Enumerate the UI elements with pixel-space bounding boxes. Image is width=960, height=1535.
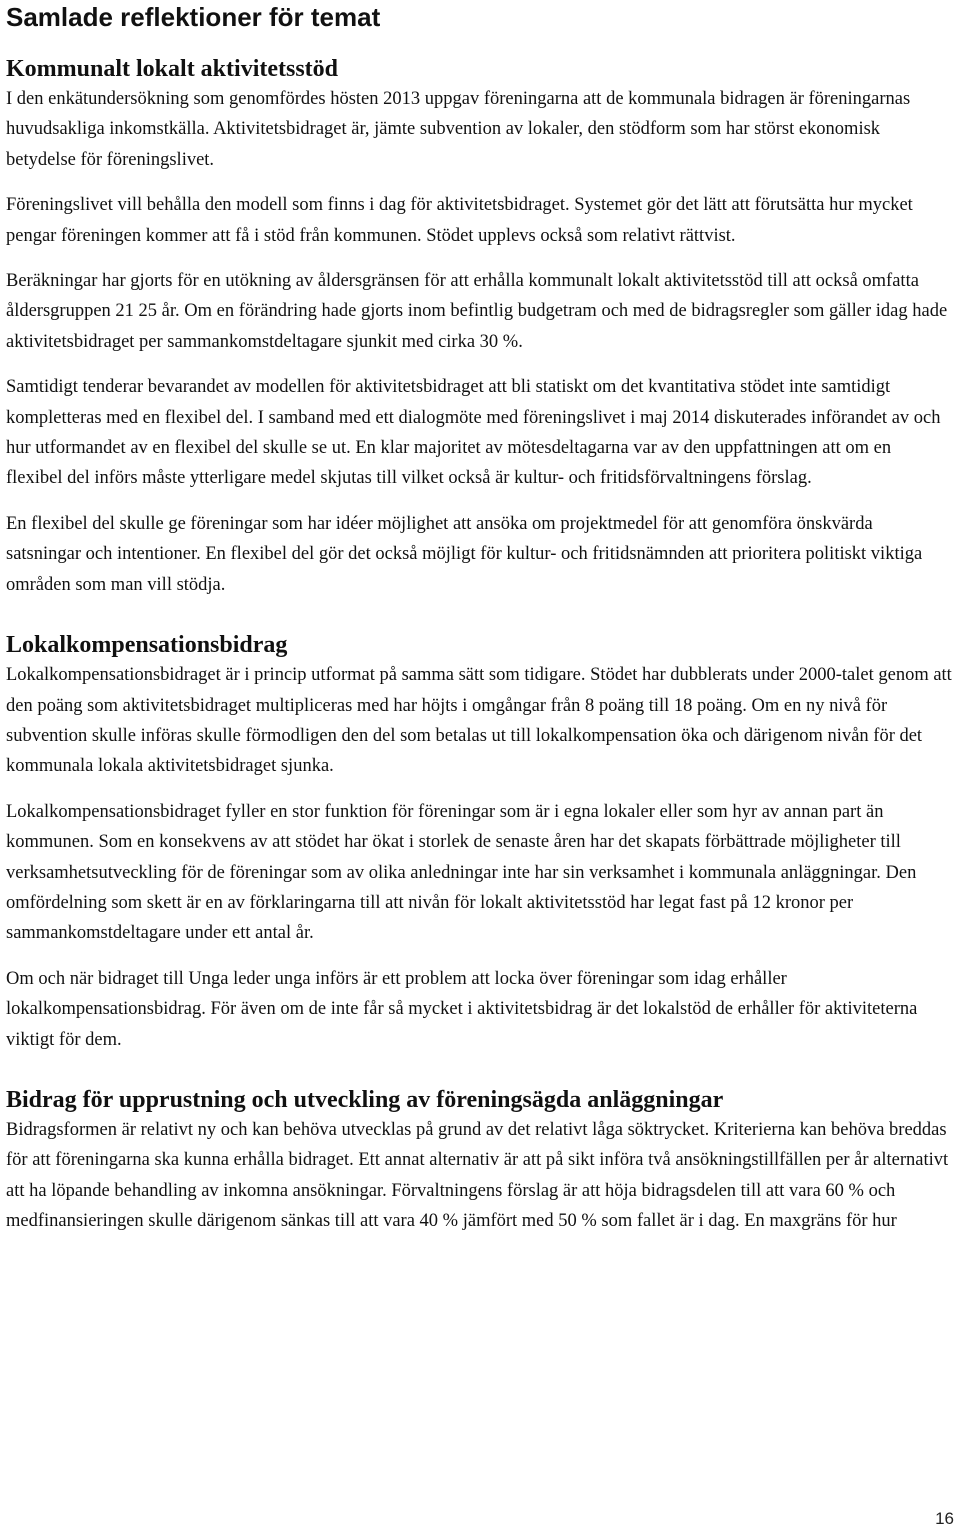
- page-title: Samlade reflektioner för temat: [6, 2, 381, 32]
- section-heading: Lokalkompensationsbidrag: [6, 632, 288, 659]
- paragraph: Lokalkompensationsbidraget är i princip utformat på samma sätt som tidigare. Stödet har dubblerats under 2000-talet genom att den poäng som aktivitetsbidraget multipliceras med har höjts i omgångar från 8 poäng till 18 poäng. Om en ny nivå för subvention skulle införas skulle förmodligen den del som betalas ut till lokalkompensation öka och därigenom nivån för det kommunala lokala aktivitetsbidraget sjunka.: [6, 665, 952, 777]
- section-lokalkompensationsbidrag: [6, 630, 952, 1055]
- section-bidrag-upprustning: [6, 1085, 952, 1237]
- paragraph: Beräkningar har gjorts för en utökning av åldersgränsen för att erhålla kommunalt lokalt aktivitetsstöd till att också omfatta åldersgruppen 21 25 år. Om en förändring hade gjorts inom befintlig budgetram och med de bidragsregler som gäller idag hade aktivitetsbidraget per sammankomstdeltagare sjunkit med cirka 30 %.: [6, 271, 948, 352]
- section-heading: Bidrag för upprustning och utveckling av föreningsägda anläggningar: [6, 1086, 724, 1113]
- paragraph: Samtidigt tenderar bevarandet av modellen för aktivitetsbidraget att bli statiskt om det kvantitativa stödet inte samtidigt kompletteras med en flexibel del. I samband med ett dialogmöte med föreningslivet i maj 2014 diskuterades införandet av och hur utformandet av en flexibel del skulle se ut. En klar majoritet av mötesdeltagarna var av den uppfattningen att om en flexibel del införs måste ytterligare medel skjutas till vilket också är kultur- och fritidsförvaltningens förslag.: [6, 377, 941, 489]
- paragraph: Bidragsformen är relativt ny och kan behöva utvecklas på grund av det relativt låga söktrycket. Kriterierna kan behöva breddas för att föreningarna ska kunna erhålla bidraget. Ett annat alternativ är att på sikt införa två ansökningstillfällen per år alternativt att ha löpande behandling av inkomna ansökningar. Förvaltningens förslag är att höja bidragsdelen till att vara 60 % och medfinansieringen skulle därigenom sänkas till att vara 40 % jämfört med 50 % som fallet är i dag. En maxgräns för hur: [6, 1119, 949, 1232]
- paragraph: Föreningslivet vill behålla den modell som finns i dag för aktivitetsbidraget. Systemet gör det lätt att förutsätta hur mycket pengar föreningen kommer att få i stöd från kommunen. Stödet upplevs också som relativt rättvist.: [6, 195, 913, 246]
- document-page: [6, 0, 952, 1237]
- page-number: 16: [935, 1509, 954, 1528]
- paragraph: I den enkätundersökning som genomfördes hösten 2013 uppgav föreningarna att de kommunala bidragen är föreningarnas huvudsakliga inkomstkälla. Aktivitetsbidraget är, jämte subvention av lokaler, den stödform som har störst ekonomisk betydelse för föreningslivet.: [6, 89, 911, 170]
- paragraph: Lokalkompensationsbidraget fyller en stor funktion för föreningar som är i egna lokaler eller som hyr av annan part än kommunen. Som en konsekvens av att stödet har ökat i storlek de senaste åren har det skapats förbättrade möjligheter till verksamhetsutveckling för de föreningar som av olika anledningar inte har sin verksamhet i kommunala anläggningar. Den omfördelning som skett är en av förklaringarna till att nivån för lokalt aktivitetsstöd har legat fast på 12 kronor per sammankomstdeltagare under ett antal år.: [6, 801, 917, 944]
- paragraph: Om och när bidraget till Unga leder unga införs är ett problem att locka över föreningar som idag erhåller lokalkompensationsbidrag. För även om de inte får så mycket i aktivitetsbidrag är det lokalstöd de erhåller för aktiviteterna viktigt för dem.: [6, 968, 918, 1050]
- section-kommunalt-lokalt-aktivitetsstod: [6, 54, 952, 600]
- section-heading: Kommunalt lokalt aktivitetsstöd: [6, 56, 339, 82]
- paragraph: En flexibel del skulle ge föreningar som har idéer möjlighet att ansöka om projektmedel för att genomföra önskvärda satsningar och intentioner. En flexibel del gör det också möjligt för kultur- och fritidsnämnden att prioritera politiskt viktiga områden som man vill stödja.: [6, 513, 923, 595]
